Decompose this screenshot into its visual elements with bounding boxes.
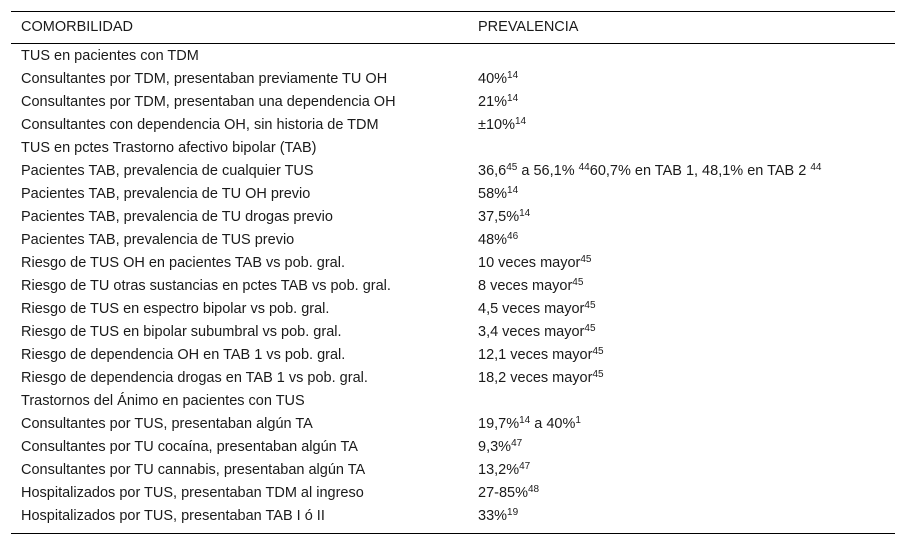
- table-row: [11, 298, 895, 321]
- prevalence-text: 9,3%: [478, 439, 512, 455]
- prevalence-cell: [478, 459, 530, 482]
- reference-superscript: 47: [511, 438, 523, 449]
- comorbidity-cell: TUS en pctes Trastorno afectivo bipolar (TAB): [21, 140, 317, 156]
- reference-superscript: 1: [575, 415, 581, 426]
- prevalence-cell: [478, 68, 518, 91]
- prevalence-text: 40%: [478, 71, 508, 87]
- reference-superscript: 45: [584, 323, 596, 334]
- comorbidity-cell: Pacientes TAB, prevalencia de TUS previo: [21, 232, 295, 248]
- reference-superscript: 45: [506, 162, 518, 173]
- reference-superscript: 45: [572, 277, 584, 288]
- prevalence-text: 48%: [478, 232, 508, 248]
- reference-superscript: 45: [592, 346, 604, 357]
- prevalence-cell: [478, 160, 821, 183]
- table-row: [11, 459, 895, 482]
- prevalence-cell: [478, 344, 604, 367]
- table-row: [11, 413, 895, 436]
- table-row: [11, 482, 895, 505]
- reference-superscript: 45: [592, 369, 604, 380]
- prevalence-cell: [478, 206, 530, 229]
- comorbidity-cell: Pacientes TAB, prevalencia de TU drogas previo: [21, 209, 333, 225]
- reference-superscript: 14: [507, 70, 519, 81]
- reference-superscript: 14: [514, 116, 527, 127]
- prevalence-text: 10 veces mayor: [478, 255, 581, 271]
- prevalence-text: a 40%: [530, 416, 576, 432]
- prevalence-text: 18,2 veces mayor: [478, 370, 593, 386]
- table-bottom-rule: [11, 533, 895, 534]
- prevalence-text: 37,5%: [478, 209, 520, 225]
- reference-superscript: 45: [584, 300, 596, 311]
- comorbidity-cell: Riesgo de dependencia drogas en TAB 1 vs pob. gral.: [21, 370, 368, 386]
- comorbidity-cell: Consultantes con dependencia OH, sin historia de TDM: [21, 117, 379, 133]
- comorbidity-cell: Riesgo de TUS OH en pacientes TAB vs pob. gral.: [21, 255, 345, 271]
- reference-superscript: 44: [578, 162, 590, 173]
- comorbidity-cell: Hospitalizados por TUS, presentaban TDM al ingreso: [21, 485, 364, 501]
- prevalence-cell: [478, 436, 522, 459]
- prevalence-cell: [478, 321, 596, 344]
- table-row: [11, 137, 895, 160]
- reference-superscript: 46: [507, 231, 519, 242]
- prevalence-text: 58%: [478, 186, 508, 202]
- prevalence-text: a 56,1%: [517, 163, 579, 179]
- table-row: [11, 252, 895, 275]
- table-row: [11, 68, 895, 91]
- prevalence-text: 3,4 veces mayor: [478, 324, 585, 340]
- table-row: [11, 114, 895, 137]
- prevalence-cell: [478, 505, 518, 528]
- prevalence-text: ±10%: [478, 117, 515, 133]
- table-row: [11, 321, 895, 344]
- table-row: [11, 183, 895, 206]
- reference-superscript: 45: [580, 254, 592, 265]
- prevalence-text: 4,5 veces mayor: [478, 301, 585, 317]
- table-row: [11, 229, 895, 252]
- comorbidity-cell: Riesgo de TUS en bipolar subumbral vs pob. gral.: [21, 324, 342, 340]
- comorbidity-cell: Consultantes por TDM, presentaban previamente TU OH: [21, 71, 388, 87]
- prevalence-cell: [478, 413, 581, 436]
- prevalence-cell: [478, 275, 583, 298]
- prevalence-text: 27-85%: [478, 485, 528, 501]
- comorbidity-cell: Trastornos del Ánimo en pacientes con TUS: [21, 393, 305, 409]
- reference-superscript: 14: [507, 93, 519, 104]
- comorbidity-cell: Riesgo de dependencia OH en TAB 1 vs pob. gral.: [21, 347, 346, 363]
- table-row: [11, 45, 895, 68]
- reference-superscript: 48: [527, 484, 540, 495]
- prevalence-cell: [478, 183, 518, 206]
- comorbidity-cell: Pacientes TAB, prevalencia de TU OH previo: [21, 186, 311, 202]
- reference-superscript: 44: [810, 162, 822, 173]
- comorbidity-cell: Riesgo de TU otras sustancias en pctes TAB vs pob. gral.: [21, 278, 391, 294]
- reference-superscript: 14: [519, 415, 531, 426]
- reference-superscript: 14: [507, 185, 519, 196]
- table-row: [11, 505, 895, 528]
- comorbidity-cell: Riesgo de TUS en espectro bipolar vs pob. gral.: [21, 301, 330, 317]
- reference-superscript: 47: [519, 461, 531, 472]
- prevalence-cell: [478, 229, 518, 252]
- prevalence-cell: [478, 114, 526, 137]
- table-row: [11, 206, 895, 229]
- prevalence-cell: [478, 482, 539, 505]
- comorbidity-cell: Pacientes TAB, prevalencia de cualquier TUS: [21, 163, 314, 179]
- column-header-comorbilidad: COMORBILIDAD: [21, 19, 133, 35]
- prevalence-text: 12,1 veces mayor: [478, 347, 593, 363]
- table-body: [11, 45, 895, 528]
- comorbidity-cell: Hospitalizados por TUS, presentaban TAB I ó II: [21, 508, 325, 524]
- prevalence-text: 33%: [478, 508, 508, 524]
- table-top-rule: [11, 11, 895, 12]
- comorbidity-cell: Consultantes por TDM, presentaban una dependencia OH: [21, 94, 396, 110]
- prevalence-text: 36,6: [478, 163, 507, 179]
- comorbidity-cell: Consultantes por TU cocaína, presentaban algún TA: [21, 439, 358, 455]
- table-row: [11, 275, 895, 298]
- prevalence-text: 19,7%: [478, 416, 520, 432]
- table-row: [11, 91, 895, 114]
- table-row: [11, 160, 895, 183]
- header-divider-rule: [11, 43, 895, 44]
- comorbidity-cell: TUS en pacientes con TDM: [21, 48, 199, 64]
- prevalence-cell: [478, 367, 604, 390]
- comorbidity-cell: Consultantes por TU cannabis, presentaban algún TA: [21, 462, 366, 478]
- prevalence-cell: [478, 91, 518, 114]
- prevalence-text: 60,7% en TAB 1, 48,1% en TAB 2: [589, 163, 811, 179]
- prevalence-cell: [478, 252, 591, 275]
- prevalence-text: 13,2%: [478, 462, 520, 478]
- prevalence-cell: [478, 298, 596, 321]
- reference-superscript: 19: [507, 507, 519, 518]
- prevalence-text: 21%: [478, 94, 508, 110]
- table-row: [11, 436, 895, 459]
- table-row: [11, 367, 895, 390]
- column-header-prevalencia: PREVALENCIA: [478, 19, 579, 35]
- reference-superscript: 14: [519, 208, 531, 219]
- table-row: [11, 390, 895, 413]
- prevalence-text: 8 veces mayor: [478, 278, 573, 294]
- comorbidity-cell: Consultantes por TUS, presentaban algún TA: [21, 416, 313, 432]
- table-row: [11, 344, 895, 367]
